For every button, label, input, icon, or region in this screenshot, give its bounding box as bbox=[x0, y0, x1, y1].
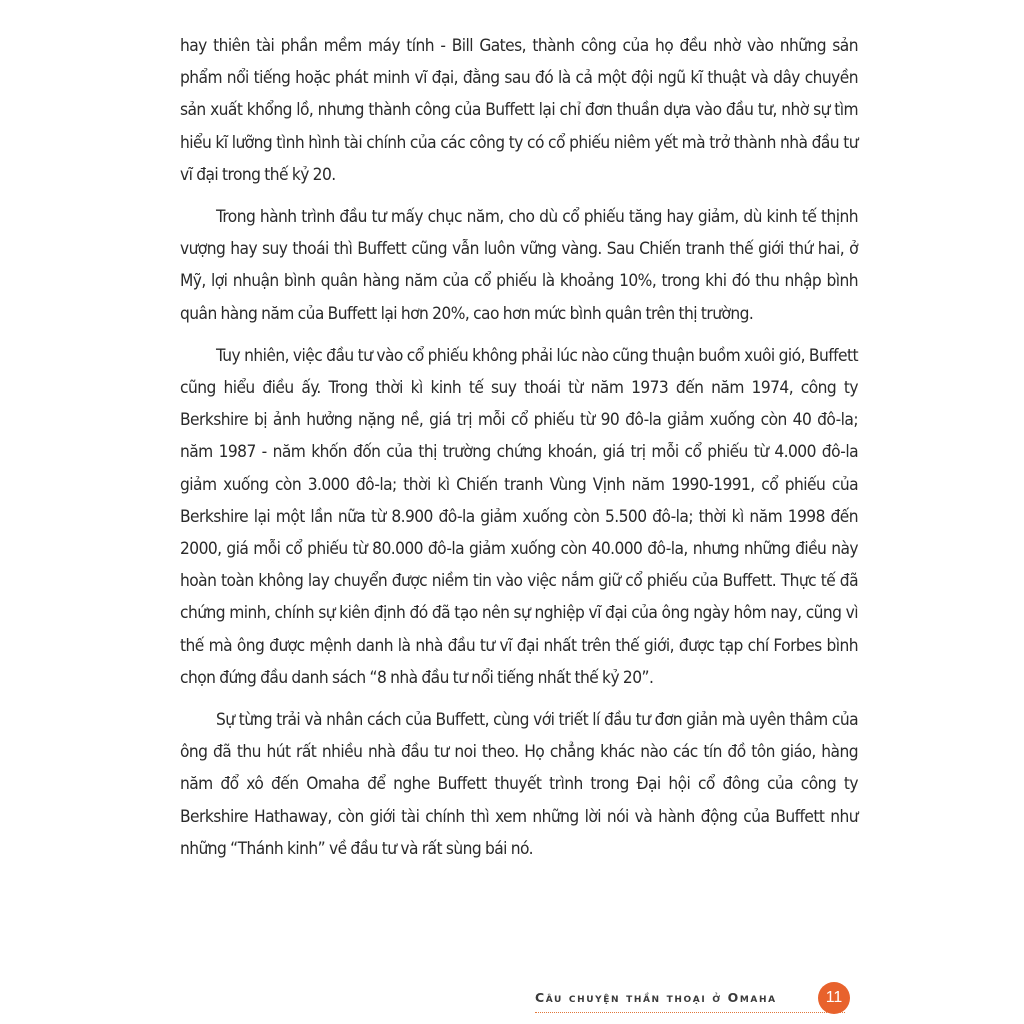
page-number-badge: 11 bbox=[818, 982, 850, 1014]
paragraph-1: hay thiên tài phần mềm máy tính - Bill Gates, thành công của họ đều nhờ vào những sản phẩm nổi tiếng hoặc phát minh vĩ đại, đằng sau đó là cả một đội ngũ kĩ thuật và dây chuyền sản xuất khổng lồ, nhưng thành công của Buffett lại chỉ đơn thuần dựa vào đầu tư, nhờ sự tìm hiểu kĩ lưỡng tình hình tài chính của các công ty có cổ phiếu niêm yết mà trở thành nhà đầu tư vĩ đại trong thế kỷ 20. bbox=[180, 36, 858, 185]
running-title: Câu chuyện thần thoại ở Omaha bbox=[535, 990, 777, 1005]
footer-dotted-rule bbox=[535, 1012, 845, 1013]
page-footer bbox=[525, 982, 875, 1018]
page-body bbox=[180, 30, 858, 875]
paragraph-4: Sự từng trải và nhân cách của Buffett, cùng với triết lí đầu tư đơn giản mà uyên thâm của ông đã thu hút rất nhiều nhà đầu tư noi theo. Họ chẳng khác nào các tín đồ tôn giáo, hàng năm đổ xô đến Omaha để nghe Buffett thuyết trình trong Đại hội cổ đông của công ty Berkshire Hathaway, còn giới tài chính thì xem những lời nói và hành động của Buffett như những “Thánh kinh” về đầu tư và rất sùng bái nó. bbox=[180, 710, 858, 859]
paragraph-3: Tuy nhiên, việc đầu tư vào cổ phiếu không phải lúc nào cũng thuận buồm xuôi gió, Buffett cũng hiểu điều ấy. Trong thời kì kinh tế suy thoái từ năm 1973 đến năm 1974, công ty Berkshire bị ảnh hưởng nặng nề, giá trị mỗi cổ phiếu từ 90 đô-la giảm xuống còn 40 đô-la; năm 1987 - năm khốn đốn của thị trường chứng khoán, giá trị mỗi cổ phiếu từ 4.000 đô-la giảm xuống còn 3.000 đô-la; thời kì Chiến tranh Vùng Vịnh năm 1990-1991, cổ phiếu của Berkshire lại một lần nữa từ 8.900 đô-la giảm xuống còn 5.500 đô-la; thời kì năm 1998 đến 2000, giá mỗi cổ phiếu từ 80.000 đô-la giảm xuống còn 40.000 đô-la, nhưng những điều này hoàn toàn không lay chuyển được niềm tin vào việc nắm giữ cổ phiếu của Buffett. Thực tế đã chứng minh, chính sự kiên định đó đã tạo nên sự nghiệp vĩ đại của ông ngày hôm nay, cũng vì thế mà ông được mệnh danh là nhà đầu tư vĩ đại nhất trên thế giới, được tạp chí Forbes bình chọn đứng đầu danh sách “8 nhà đầu tư nổi tiếng nhất thế kỷ 20”. bbox=[180, 345, 858, 688]
paragraph-2: Trong hành trình đầu tư mấy chục năm, cho dù cổ phiếu tăng hay giảm, dù kinh tế thịnh vượng hay suy thoái thì Buffett cũng vẫn luôn vững vàng. Sau Chiến tranh thế giới thứ hai, ở Mỹ, lợi nhuận bình quân hàng năm của cổ phiếu là khoảng 10%, trong khi đó thu nhập bình quân hàng năm của Buffett lại hơn 20%, cao hơn mức bình quân trên thị trường. bbox=[180, 207, 858, 324]
